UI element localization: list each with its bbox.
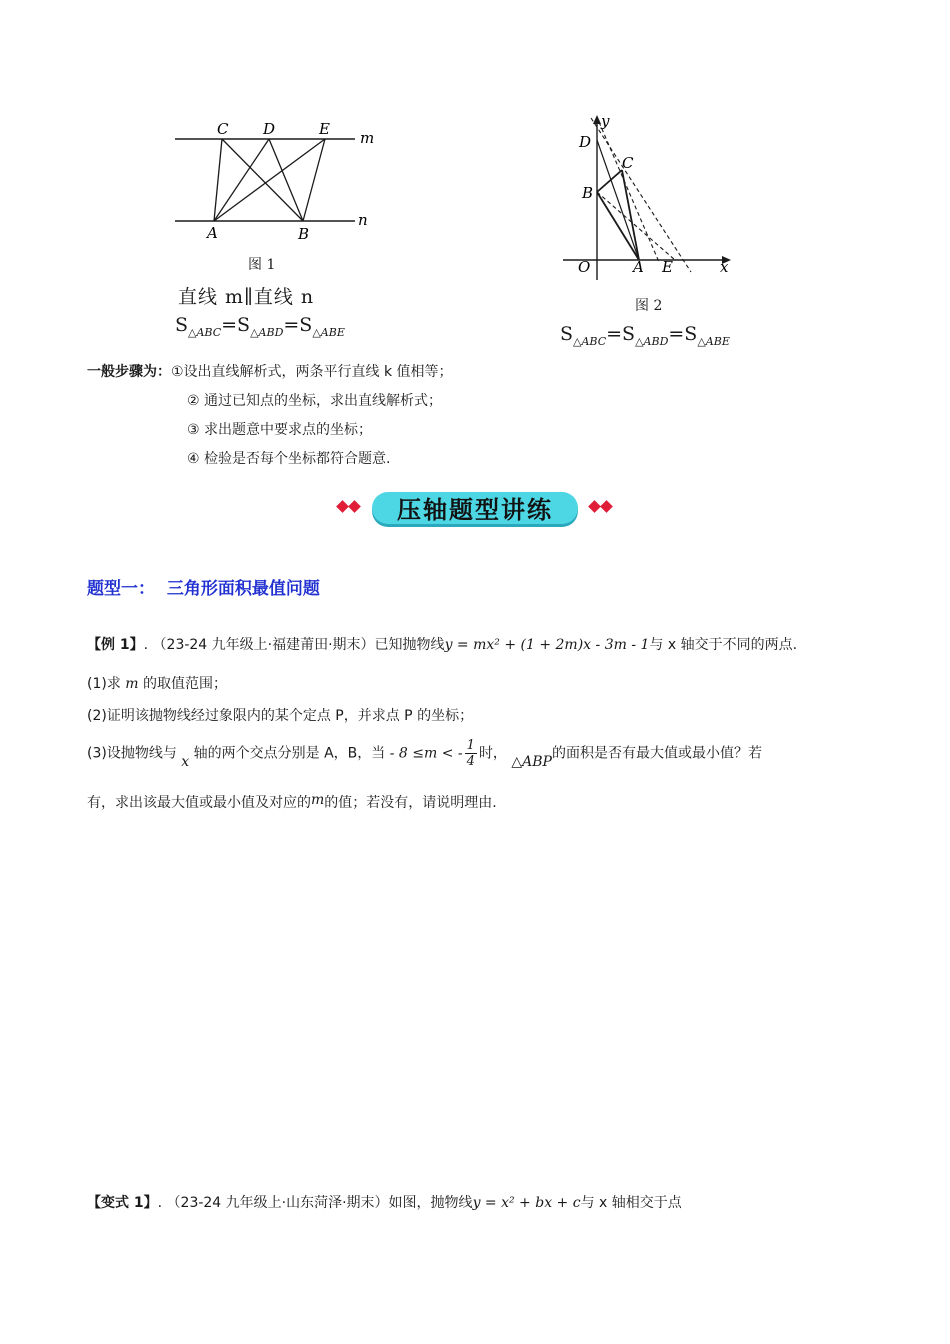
example-1-q2: (2)证明该抛物线经过象限内的某个定点 P，并求点 P 的坐标； (87, 708, 474, 724)
label-D: D (579, 133, 592, 151)
area2-sub-ABE: △ABE (697, 334, 730, 348)
area-sub-ABC: △ABC (188, 325, 222, 339)
step-4: ④ 检验是否每个坐标都符合题意. (187, 451, 391, 467)
area-eq-1: =S (221, 314, 251, 336)
q3-fraction (465, 738, 477, 769)
banner-diamond-icon (600, 500, 613, 513)
q3-middle: 轴的两个交点分别是 A，B，当 (193, 745, 386, 762)
label-E: E (662, 258, 673, 276)
label-y: y (601, 112, 610, 130)
variant-1-line-1 (87, 1192, 682, 1212)
example-1-formula: y = mx² + (1 + 2m)x - 3m - 1 (444, 637, 650, 653)
q3-range: - 8 ≤m < - (389, 745, 463, 762)
variant-1-tail: 与 x 轴相交于点 (580, 1195, 682, 1211)
label-m: m (360, 129, 375, 147)
label-x: x (720, 258, 729, 276)
section-banner (330, 486, 622, 532)
q3-fraction-denominator: 4 (466, 754, 475, 769)
q1-variable: m (125, 676, 139, 692)
label-B: B (298, 225, 310, 243)
area-sub-ABE: △ABE (312, 325, 345, 339)
area-eq-2: =S (283, 314, 313, 336)
segment-BC (597, 170, 622, 192)
area2-sub-ABD: △ABD (635, 334, 669, 348)
label-D: D (263, 120, 276, 138)
q1-suffix: 的取值范围； (143, 676, 228, 692)
step-1: ①设出直线解析式，两条平行直线 k 值相等； (171, 364, 453, 380)
q3-prefix: (3)设抛物线与 (87, 745, 177, 762)
label-C: C (217, 120, 229, 138)
steps-block (87, 361, 453, 383)
label-C: C (622, 154, 634, 172)
label-B: B (582, 184, 594, 202)
banner-diamond-icon (348, 500, 361, 513)
area2-S-1: S (560, 323, 574, 345)
example-1-q1 (87, 673, 227, 693)
variant-1-tag: 【变式 1】 (87, 1195, 158, 1211)
segment-AD (214, 139, 269, 221)
q3-line2-prefix: 有，求出该最大值或最小值及对应的 (87, 795, 311, 811)
variant-1-dot: . (157, 1195, 163, 1211)
example-1-q3-line-2 (87, 792, 497, 812)
label-n: n (358, 211, 368, 229)
label-A: A (207, 224, 218, 242)
area2-sub-ABC: △ABC (573, 334, 607, 348)
banner-title: 压轴题型讲练 (397, 496, 553, 524)
q3-when: 时， (478, 745, 507, 762)
segment-AE (214, 139, 325, 221)
step-3: ③ 求出题意中要求点的坐标； (187, 422, 373, 438)
q3-line2-variable: m (311, 792, 325, 808)
q3-tail: 的面积是否有最大值或最小值？若 (551, 745, 762, 762)
example-1-dot: . (143, 637, 149, 653)
q3-triangle: △ABP (511, 753, 552, 770)
example-1-line-1 (87, 634, 797, 654)
example-1-source: （23-24 九年级上·福建莆田·期末）已知抛物线 (152, 637, 445, 653)
area-S-1: S (175, 314, 189, 336)
banner-diamond-icon (588, 500, 601, 513)
figure-2-area-equation (560, 323, 730, 348)
q1-prefix: (1)求 (87, 676, 121, 692)
dashed-line-parallel (599, 122, 659, 262)
dashed-line-DE (591, 118, 691, 272)
q3-x: x (181, 753, 190, 770)
figure-2-caption: 图 2 (635, 298, 663, 314)
steps-label: 一般步骤为： (87, 364, 171, 380)
step-2: ② 通过已知点的坐标，求出直线解析式； (187, 393, 442, 409)
example-1-tail: 与 x 轴交于不同的两点. (649, 637, 798, 653)
area2-eq-2: =S (668, 323, 698, 345)
section-1-title: 题型一： 三角形面积最值问题 (87, 579, 320, 599)
label-E: E (319, 120, 330, 138)
figure-2-diagram (555, 110, 745, 285)
segment-BC (222, 139, 303, 221)
q3-fraction-numerator: 1 (466, 738, 475, 753)
area-sub-ABD: △ABD (250, 325, 284, 339)
figure-1-caption: 图 1 (248, 257, 276, 273)
variant-1-source: （23-24 九年级上·山东菏泽·期末）如图，抛物线 (166, 1195, 473, 1211)
label-A: A (633, 258, 644, 276)
example-1-tag: 【例 1】 (87, 637, 144, 653)
segment-BD (269, 139, 303, 221)
segment-AC (214, 139, 222, 221)
figure-1-statement: 直线 m∥直线 n (178, 286, 315, 308)
figure-1-diagram (170, 115, 390, 245)
area2-eq-1: =S (606, 323, 636, 345)
label-O: O (578, 258, 591, 276)
variant-1-formula: y = x² + bx + c (472, 1195, 581, 1211)
example-1-q3-line-1 (87, 738, 762, 769)
q3-line2-suffix: 的值；若没有，请说明理由. (324, 795, 497, 811)
figure-1-area-equation (175, 314, 345, 339)
banner-diamond-icon (336, 500, 349, 513)
segment-BE (303, 139, 325, 221)
